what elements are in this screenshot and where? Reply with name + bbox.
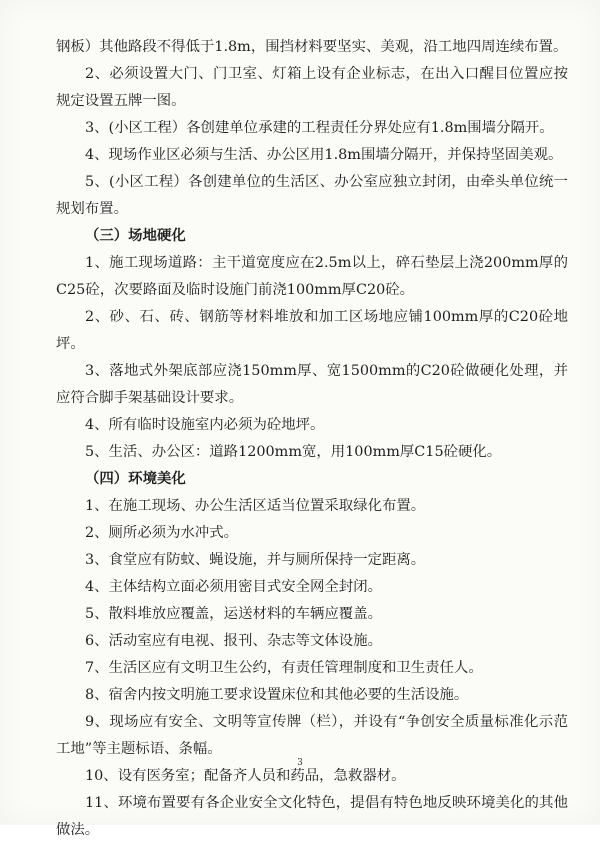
paragraph-env-3-canteen: 3、食堂应有防蚊、蝇设施，并与厕所保持一定距离。 bbox=[85, 552, 426, 568]
document-body bbox=[56, 34, 568, 844]
page-number: 3 bbox=[297, 758, 303, 768]
paragraph-fence-continuation: 钢板）其他路段不得低于1.8m，围挡材料要坚实、美观，沿工地四周连续布置。 bbox=[56, 39, 568, 55]
paragraph-env-4-safety-net: 4、主体结构立面必须用密目式安全网全封闭。 bbox=[85, 579, 382, 595]
paragraph-env-9-signage: 9、现场应有安全、文明等宣传牌（栏），并设有“争创安全质量标准化示范工地”等主题标语、条幅。 bbox=[56, 714, 568, 757]
paragraph-env-1-greening: 1、在施工现场、办公生活区适当位置采取绿化布置。 bbox=[85, 498, 426, 514]
paragraph-hardening-1-roads: 1、施工现场道路：主干道宽度应在2.5m以上，碎石垫层上浇200mm厚的C25砼，次要路面及临时设施门前浇100mm厚C20砼。 bbox=[56, 255, 568, 298]
paragraph-hardening-4-floors: 4、所有临时设施室内必须为砼地坪。 bbox=[85, 417, 325, 433]
paragraph-env-8-dormitory: 8、宿舍内按文明施工要求设置床位和其他必要的生活设施。 bbox=[85, 687, 469, 703]
paragraph-env-7-hygiene: 7、生活区应有文明卫生公约，有责任管理制度和卫生责任人。 bbox=[85, 660, 483, 676]
paragraph-env-6-activity-room: 6、活动室应有电视、报刊、杂志等文体设施。 bbox=[85, 633, 382, 649]
paragraph-hardening-2-materials: 2、砂、石、砖、钢筋等材料堆放和加工区场地应铺100mm厚的C20砼地坪。 bbox=[56, 309, 568, 352]
paragraph-env-10-clinic: 10、设有医务室；配备齐人员和药品，急救器材。 bbox=[85, 768, 406, 784]
paragraph-env-5-covering: 5、散料堆放应覆盖，运送材料的车辆应覆盖。 bbox=[85, 606, 382, 622]
paragraph-item-2-gate: 2、必须设置大门、门卫室、灯箱上设有企业标志，在出入口醒目位置应按规定设置五牌一图。 bbox=[56, 66, 568, 109]
paragraph-env-11-culture: 11、环境布置要有各企业安全文化特色，提倡有特色地反映环境美化的其他做法。 bbox=[56, 795, 568, 838]
paragraph-item-5-living-area: 5、(小区工程）各创建单位的生活区、办公室应独立封闭，由牵头单位统一规划布置。 bbox=[56, 174, 568, 217]
paragraph-hardening-5-office-roads: 5、生活、办公区：道路1200mm宽，用100mm厚C15砼硬化。 bbox=[85, 444, 502, 460]
section-heading-site-hardening: （三）场地硬化 bbox=[85, 228, 186, 244]
paragraph-env-2-toilets: 2、厕所必须为水冲式。 bbox=[85, 525, 239, 541]
section-heading-environment: （四）环境美化 bbox=[85, 471, 186, 487]
paragraph-hardening-3-scaffold: 3、落地式外架底部应浇150mm厚、宽1500mm的C20砼做硬化处理，并应符合脚手架基础设计要求。 bbox=[56, 363, 568, 406]
paragraph-item-4-work-area: 4、现场作业区必须与生活、办公区用1.8m围墙分隔开，并保持坚固美观。 bbox=[85, 147, 563, 163]
paragraph-item-3-boundary-wall: 3、(小区工程）各创建单位承建的工程责任分界处应有1.8m围墙分隔开。 bbox=[85, 120, 554, 136]
